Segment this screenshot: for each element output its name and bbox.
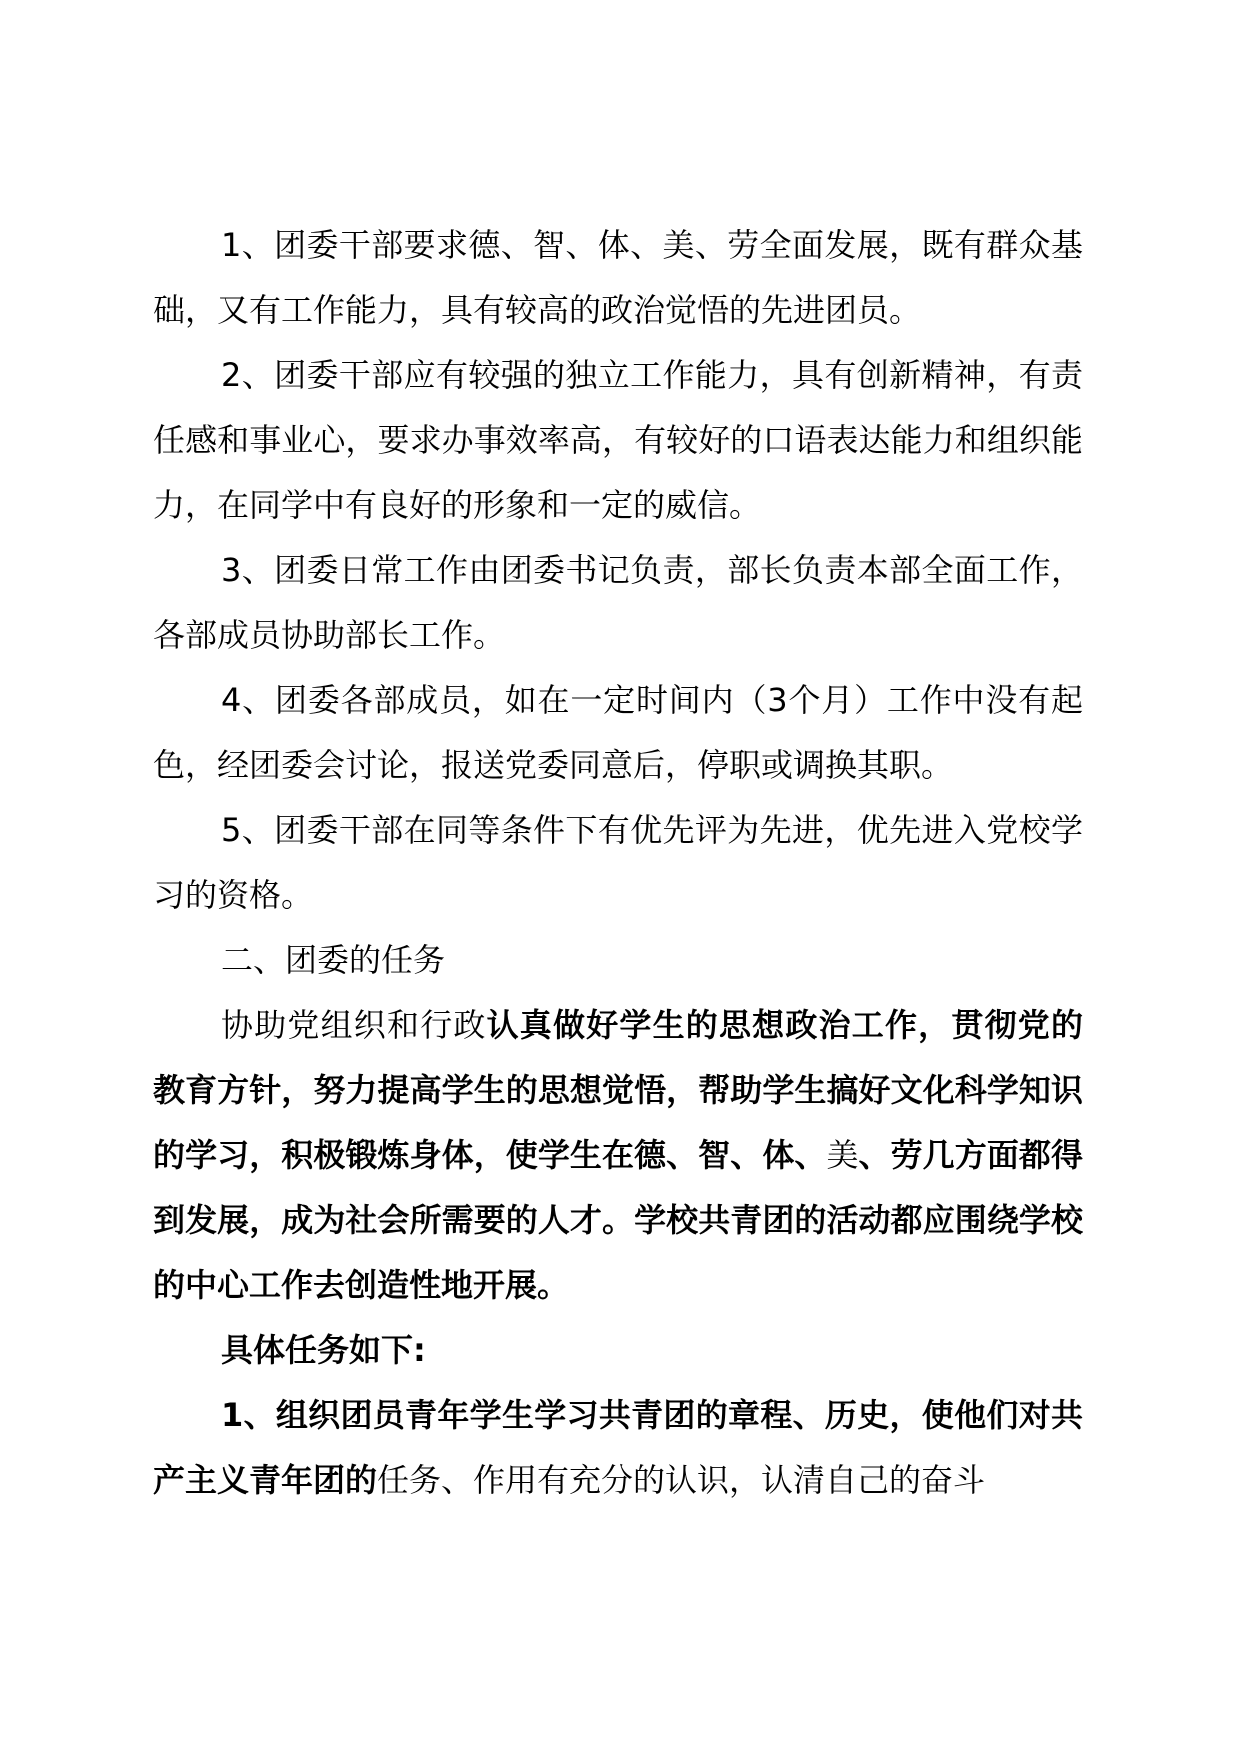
text-segment: 5、团委干部在同等条件下有优先评为先进，优先进入党校学习的资格。 [153,811,1083,914]
text-segment: 协助党组织和行政 [221,1006,487,1044]
paragraph [153,668,1083,798]
paragraph [153,798,1083,928]
text-segment: 2、团委干部应有较强的独立工作能力，具有创新精神，有责任感和事业心，要求办事效率高，有较好的口语表达能力和组织能力，在同学中有良好的形象和一定的威信。 [153,356,1083,524]
document-body [153,213,1083,1513]
bold-text-segment: 1、组织团员青年学生学习共青团的章程、历史，使他们对共产主义青年团的 [153,1396,1083,1499]
paragraph [153,213,1083,343]
paragraph [153,993,1083,1318]
paragraph [153,928,1083,993]
paragraph [153,1383,1083,1513]
text-segment: 任务、作用有充分的认识，认清自己的奋斗 [377,1461,986,1499]
bold-text-segment: 认真做好学生的思想政治工作，贯彻党的教育方针，努力提高学生的思想觉悟，帮助学生搞好文化科学知识的学习，积极锻炼身体，使学生在德、智、体、 [153,1006,1083,1174]
paragraph [153,343,1083,538]
text-segment: 二、团委的任务 [221,941,446,979]
text-segment: 1、团委干部要求德、智、体、美、劳全面发展，既有群众基础，又有工作能力，具有较高的政治觉悟的先进团员。 [153,226,1083,329]
paragraph [153,1318,1083,1383]
paragraph [153,538,1083,668]
text-segment: 4、团委各部成员，如在一定时间内（3个月）工作中没有起色，经团委会讨论，报送党委同意后，停职或调换其职。 [153,681,1083,784]
bold-text-segment: 、劳几方面都得到发展，成为社会所需要的人才。学校共青团的活动都应围绕学校的中心工作去创造性地开展。 [153,1136,1083,1304]
text-segment: 美 [826,1136,859,1174]
bold-text-segment: 具体任务如下: [221,1331,426,1369]
text-segment: 3、团委日常工作由团委书记负责，部长负责本部全面工作，各部成员协助部长工作。 [153,551,1083,654]
